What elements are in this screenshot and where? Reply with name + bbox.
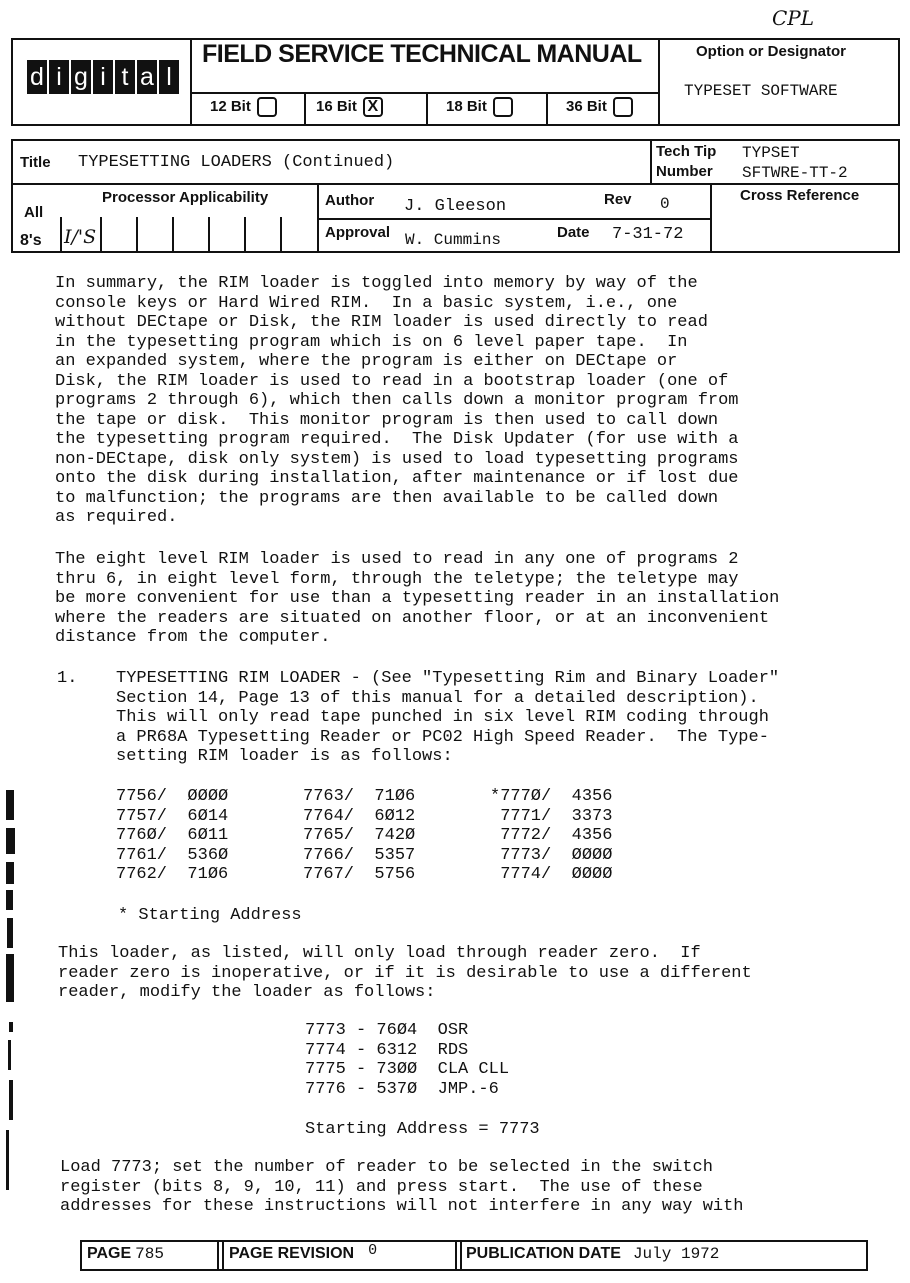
text-line: distance from the computer. <box>55 628 331 647</box>
code-column-1 <box>116 787 228 885</box>
text-line: in the typesetting program which is on 6 level paper tape. In <box>55 332 688 352</box>
bit-option-18 <box>446 97 513 117</box>
text-line: Load 7773; set the number of reader to be selected in the switch <box>60 1158 713 1177</box>
rev-label: Rev <box>604 191 632 208</box>
paragraph-eight-level <box>55 550 779 648</box>
footer-revision <box>229 1242 378 1263</box>
option-label: Option or Designator <box>696 43 846 60</box>
text-line: non-DECtape, disk only system) is used to load typesetting programs <box>55 449 739 469</box>
code-line: 7756/ ØØØØ <box>116 787 229 806</box>
text-line: setting RIM loader is as follows: <box>116 747 453 766</box>
code-line: 7773/ ØØØØ <box>490 845 613 865</box>
revision-label: PAGE REVISION <box>229 1245 355 1262</box>
code-line: 7764/ 6Ø12 <box>303 806 416 826</box>
item-number: 1. <box>57 669 78 688</box>
code-line: 7762/ 71Ø6 <box>116 865 229 884</box>
techtip-value-1: TYPSET <box>742 144 800 162</box>
techtip-label-2: Number <box>656 163 713 180</box>
text-line: to malfunction; the programs are then available to be called down <box>55 488 719 508</box>
text-line: programs 2 through 6), which then calls down a monitor program from <box>55 391 739 410</box>
bit-option-16 <box>316 97 383 117</box>
logo-letter: l <box>159 60 179 94</box>
text-line: This loader, as listed, will only load through reader zero. If <box>58 944 701 963</box>
text-line: be more convenient for use than a typesetting reader in an installation <box>55 589 780 608</box>
logo-letter: i <box>93 60 113 94</box>
item-rim-loader <box>116 669 779 767</box>
approval-label: Approval <box>325 224 391 241</box>
text-line: addresses for these instructions will not interfere in any way with <box>60 1197 744 1216</box>
bit-option-36 <box>566 97 633 117</box>
author-value: J. Gleeson <box>404 197 507 216</box>
page-label: PAGE <box>87 1245 132 1262</box>
code-line: 7774/ ØØØØ <box>490 865 613 884</box>
text-line: the typesetting program required. The Disk Updater (for use with a <box>55 430 739 449</box>
text-line: where the readers are situated on another floor, or at an inconvenient <box>55 608 770 628</box>
logo-letter: i <box>49 60 69 94</box>
text-line: onto the disk during installation, after maintenance or if lost due <box>55 469 739 488</box>
manual-title: FIELD SERVICE TECHNICAL MANUAL <box>202 40 642 68</box>
code-column-3 <box>490 787 612 885</box>
techtip-value-2: SFTWRE-TT-2 <box>742 164 848 182</box>
checkbox-12bit <box>257 97 277 117</box>
pubdate-label: PUBLICATION DATE <box>466 1245 621 1262</box>
checkbox-16bit: X <box>363 97 383 117</box>
text-line: TYPESETTING RIM LOADER - (See "Typesetting Rim and Binary Loader" <box>116 669 780 688</box>
footer-page <box>87 1245 164 1263</box>
rev-value: 0 <box>660 195 670 213</box>
logo-letter: d <box>27 60 47 94</box>
handwritten-note: CPL <box>772 6 815 30</box>
checked-processor: I/'S <box>64 226 97 248</box>
code-line: 7763/ 71Ø6 <box>303 787 416 806</box>
code-line: 7761/ 536Ø <box>116 845 229 865</box>
paragraph-reader-zero <box>58 944 752 1003</box>
bit-label: 16 Bit <box>316 97 357 115</box>
techtip-label <box>656 142 716 182</box>
techtip-label-1: Tech Tip <box>656 143 717 160</box>
eights-label: 8's <box>20 232 42 249</box>
code-line: 776Ø/ 6Ø11 <box>116 826 229 845</box>
text-line: register (bits 8, 9, 10, 11) and press start. The use of these <box>60 1177 703 1197</box>
text-line: an expanded system, where the program is either on DECtape or <box>55 352 678 371</box>
code-line: 7772/ 4356 <box>490 826 613 845</box>
text-line: console keys or Hard Wired RIM. In a basic system, i.e., one <box>55 293 678 313</box>
text-line: without DECtape or Disk, the RIM loader is used directly to read <box>55 313 708 332</box>
code-line: 7766/ 5357 <box>303 845 416 865</box>
text-line: Section 14, Page 13 of this manual for a detailed description). <box>116 688 759 708</box>
bit-option-12 <box>210 97 277 117</box>
code-line: 7776 - 537Ø JMP.-6 <box>305 1079 499 1099</box>
text-line: the tape or disk. This monitor program is then used to call down <box>55 410 719 430</box>
checkbox-18bit <box>493 97 513 117</box>
pubdate-value: July 1972 <box>632 1245 720 1263</box>
code-line: 7774 - 6312 RDS <box>305 1040 469 1060</box>
date-value: 7-31-72 <box>612 225 684 244</box>
digital-logo <box>27 60 181 94</box>
bit-label: 36 Bit <box>566 97 607 115</box>
logo-letter: g <box>71 60 91 94</box>
text-line: a PR68A Typesetting Reader or PC02 High Speed Reader. The Type- <box>116 727 769 747</box>
revision-value: 0 <box>368 1242 378 1259</box>
techtip-value <box>742 143 848 183</box>
processor-label: Processor Applicability <box>102 189 269 206</box>
title-value: TYPESETTING LOADERS (Continued) <box>78 153 395 172</box>
crossref-label: Cross Reference <box>740 187 860 204</box>
text-line: reader zero is inoperative, or if it is desirable to use a different <box>58 963 752 983</box>
title-label: Title <box>20 154 51 171</box>
code-line: 7767/ 5756 <box>303 865 416 884</box>
code-line: *777Ø/ 4356 <box>490 787 613 806</box>
code-column-2 <box>303 787 415 885</box>
logo-letter: a <box>137 60 157 94</box>
text-line: In summary, the RIM loader is toggled into memory by way of the <box>55 274 698 293</box>
code-line: 7757/ 6Ø14 <box>116 806 229 826</box>
text-line: The eight level RIM loader is used to read in any one of programs 2 <box>55 550 739 569</box>
text-line: This will only read tape punched in six level RIM coding through <box>116 708 769 727</box>
code-line: 7765/ 742Ø <box>303 826 416 845</box>
modify-listing <box>305 1021 509 1099</box>
option-value: TYPESET SOFTWARE <box>684 82 838 100</box>
text-line: Disk, the RIM loader is used to read in a bootstrap loader (one of <box>55 371 729 391</box>
text-line: as required. <box>55 508 178 527</box>
date-label: Date <box>557 224 590 241</box>
all-label: All <box>24 204 44 221</box>
paragraph-summary <box>55 274 739 528</box>
checkbox-36bit <box>613 97 633 117</box>
starting-address-line: Starting Address = 7773 <box>305 1120 540 1139</box>
bit-label: 18 Bit <box>446 97 487 115</box>
approval-value: W. Cummins <box>405 231 502 249</box>
author-label: Author <box>325 192 375 209</box>
code-line: 7771/ 3373 <box>490 806 613 826</box>
starting-note: * Starting Address <box>118 906 302 925</box>
bit-label: 12 Bit <box>210 97 251 115</box>
footer-pubdate <box>466 1245 719 1263</box>
logo-letter: t <box>115 60 135 94</box>
code-line: 7775 - 73ØØ CLA CLL <box>305 1060 510 1079</box>
text-line: reader, modify the loader as follows: <box>58 983 436 1002</box>
paragraph-load <box>60 1158 744 1217</box>
code-line: 7773 - 76Ø4 OSR <box>305 1021 469 1040</box>
text-line: thru 6, in eight level form, through the teletype; the teletype may <box>55 569 739 589</box>
page-value: 785 <box>135 1245 164 1263</box>
